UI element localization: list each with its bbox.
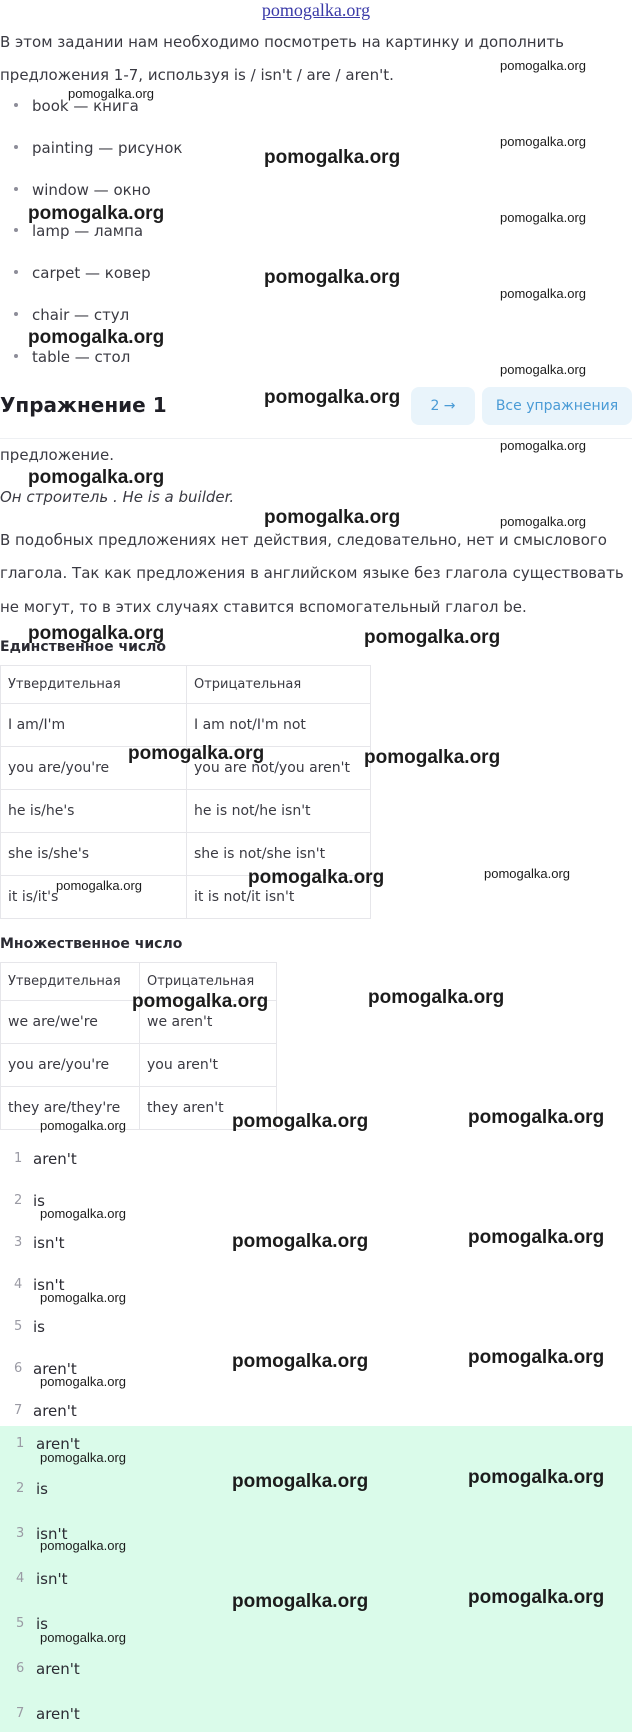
- answer-text: aren't: [33, 1360, 77, 1378]
- answer-number: 6: [14, 1361, 23, 1376]
- column-header: Отрицательная: [140, 963, 277, 1001]
- answer-number: 2: [16, 1481, 25, 1496]
- watermark: pomogalka.org: [364, 627, 501, 648]
- theory-example: Он строитель . He is a builder.: [0, 488, 235, 506]
- watermark: pomogalka.org: [468, 1107, 605, 1128]
- watermark: pomogalka.org: [68, 86, 154, 101]
- table-cell: you are/you're: [1, 747, 187, 790]
- watermark: pomogalka.org: [500, 210, 586, 225]
- watermark: pomogalka.org: [132, 991, 269, 1012]
- bullet-icon: [14, 312, 18, 316]
- bullet-icon: [14, 228, 18, 232]
- watermark: pomogalka.org: [232, 1471, 369, 1492]
- vocab-text: carpet — ковер: [32, 264, 151, 282]
- watermark: pomogalka.org: [232, 1231, 369, 1252]
- vocab-item: [14, 264, 151, 282]
- table-row: [1, 1044, 277, 1087]
- watermark: pomogalka.org: [28, 327, 165, 348]
- theory-line-3: не могут, то в этих случаях ставится вспомогательный глагол be.: [0, 598, 527, 616]
- watermark: pomogalka.org: [28, 203, 165, 224]
- table-cell: I am/I'm: [1, 704, 187, 747]
- bullet-icon: [14, 145, 18, 149]
- answer-text: is: [33, 1192, 45, 1210]
- table-cell: he is not/he isn't: [187, 790, 371, 833]
- site-logo[interactable]: pomogalka.org: [261, 0, 371, 20]
- watermark: pomogalka.org: [40, 1630, 126, 1645]
- answer-number: 1: [14, 1151, 23, 1166]
- watermark: pomogalka.org: [40, 1450, 126, 1465]
- watermark: pomogalka.org: [40, 1118, 126, 1133]
- vocab-item: [14, 306, 129, 324]
- theory-line-2: глагола. Так как предложения в английском языке без глагола существовать: [0, 564, 624, 582]
- answer-number: 5: [16, 1616, 25, 1631]
- table-cell: they aren't: [140, 1087, 277, 1130]
- bullet-icon: [14, 187, 18, 191]
- table-cell: she is not/she isn't: [187, 833, 371, 876]
- watermark: pomogalka.org: [40, 1374, 126, 1389]
- table-row: [1, 790, 371, 833]
- column-header: Отрицательная: [187, 666, 371, 704]
- watermark: pomogalka.org: [484, 866, 570, 881]
- vocab-item: [14, 181, 151, 199]
- answer-number: 4: [14, 1277, 23, 1292]
- vocab-text: lamp — лампа: [32, 222, 144, 240]
- vocab-item: [14, 139, 182, 157]
- watermark: pomogalka.org: [56, 878, 142, 893]
- plural-title: Множественное число: [0, 936, 183, 952]
- answer-number: 3: [14, 1235, 23, 1250]
- answer-number: 6: [16, 1661, 25, 1676]
- watermark: pomogalka.org: [468, 1347, 605, 1368]
- bullet-icon: [14, 354, 18, 358]
- watermark: pomogalka.org: [40, 1290, 126, 1305]
- watermark: pomogalka.org: [232, 1591, 369, 1612]
- theory-text: предложение.: [0, 446, 114, 464]
- watermark: pomogalka.org: [468, 1587, 605, 1608]
- answer-text: aren't: [33, 1150, 77, 1168]
- watermark: pomogalka.org: [28, 623, 165, 644]
- table-cell: they are/they're: [1, 1087, 140, 1130]
- table-cell: we are/we're: [1, 1001, 140, 1044]
- answer-text: isn't: [33, 1276, 65, 1294]
- table-cell: it is not/it isn't: [187, 876, 371, 919]
- watermark: pomogalka.org: [248, 867, 385, 888]
- vocab-text: painting — рисунок: [32, 139, 183, 157]
- answer-number: 5: [14, 1319, 23, 1334]
- answer-text: aren't: [33, 1402, 77, 1420]
- bullet-icon: [14, 270, 18, 274]
- watermark: pomogalka.org: [40, 1538, 126, 1553]
- table-cell: you aren't: [140, 1044, 277, 1087]
- vocab-text: book — книга: [32, 97, 139, 115]
- answer-number: 7: [14, 1403, 23, 1418]
- vocab-item: [14, 348, 130, 366]
- answer-number: 7: [16, 1706, 25, 1721]
- watermark: pomogalka.org: [364, 747, 501, 768]
- vocab-text: table — стол: [32, 348, 131, 366]
- answer-text: is: [33, 1318, 45, 1336]
- answer-number: 4: [16, 1571, 25, 1586]
- answer-text: aren't: [36, 1660, 80, 1678]
- table-header-row: [1, 666, 371, 704]
- watermark: pomogalka.org: [500, 286, 586, 301]
- singular-title: Единственное число: [0, 639, 167, 655]
- answer-number: 3: [16, 1526, 25, 1541]
- watermark: pomogalka.org: [368, 987, 505, 1008]
- answer-text: is: [36, 1480, 48, 1498]
- vocab-text: chair — стул: [32, 306, 130, 324]
- table-cell: you are not/you aren't: [187, 747, 371, 790]
- answer-text: isn't: [36, 1525, 68, 1543]
- table-cell: she is/she's: [1, 833, 187, 876]
- watermark: pomogalka.org: [28, 467, 165, 488]
- answer-text: aren't: [36, 1705, 80, 1723]
- watermark: pomogalka.org: [232, 1111, 369, 1132]
- column-header: Утвердительная: [1, 963, 140, 1001]
- table-cell: I am not/I'm not: [187, 704, 371, 747]
- column-header: Утвердительная: [1, 666, 187, 704]
- theory-line-1: В подобных предложениях нет действия, следовательно, нет и смыслового: [0, 531, 607, 549]
- table-cell: it is/it's: [1, 876, 187, 919]
- watermark: pomogalka.org: [500, 58, 586, 73]
- watermark: pomogalka.org: [264, 267, 401, 288]
- watermark: pomogalka.org: [232, 1351, 369, 1372]
- exercise-title: Упражнение 1: [0, 393, 167, 417]
- watermark: pomogalka.org: [264, 507, 401, 528]
- watermark: pomogalka.org: [128, 743, 265, 764]
- watermark: pomogalka.org: [468, 1467, 605, 1488]
- watermark: pomogalka.org: [500, 438, 586, 453]
- table-row: [1, 704, 371, 747]
- plural-table: [0, 962, 277, 1130]
- answer-number: 1: [16, 1436, 25, 1451]
- watermark: pomogalka.org: [500, 134, 586, 149]
- answer-text: isn't: [33, 1234, 65, 1252]
- watermark: pomogalka.org: [468, 1227, 605, 1248]
- watermark: pomogalka.org: [40, 1206, 126, 1221]
- intro-line-1: В этом задании нам необходимо посмотреть на картинку и дополнить: [0, 33, 564, 51]
- vocab-text: window — окно: [32, 181, 151, 199]
- next-exercise-button[interactable]: 2 →: [411, 387, 475, 425]
- watermark: pomogalka.org: [500, 362, 586, 377]
- bullet-icon: [14, 103, 18, 107]
- watermark: pomogalka.org: [264, 147, 401, 168]
- table-cell: you are/you're: [1, 1044, 140, 1087]
- answer-text: isn't: [36, 1570, 68, 1588]
- answer-text: aren't: [36, 1435, 80, 1453]
- table-cell: we aren't: [140, 1001, 277, 1044]
- all-exercises-button[interactable]: Все упражнения: [482, 387, 632, 425]
- watermark: pomogalka.org: [500, 514, 586, 529]
- table-cell: he is/he's: [1, 790, 187, 833]
- answer-text: is: [36, 1615, 48, 1633]
- watermark: pomogalka.org: [264, 387, 401, 408]
- intro-line-2: предложения 1-7, используя is / isn't / are / aren't.: [0, 66, 394, 84]
- answer-number: 2: [14, 1193, 23, 1208]
